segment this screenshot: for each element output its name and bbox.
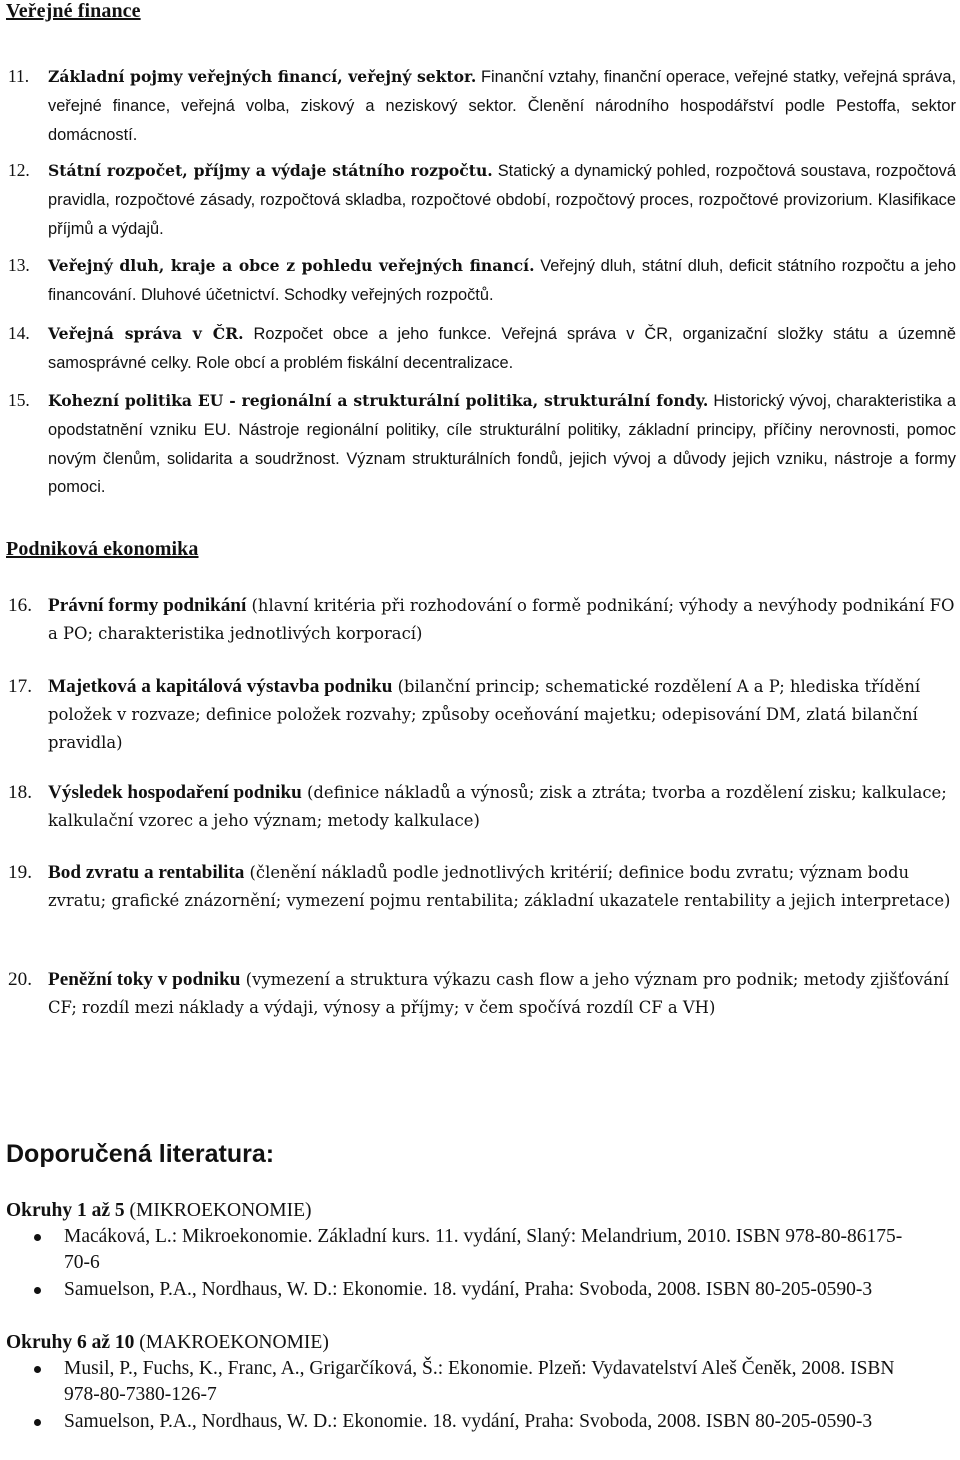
item-number: 17. [8,676,32,697]
bullet-icon [34,1287,41,1294]
item-title: Peněžní toky v podniku [48,969,241,990]
item-text: Historický vývoj, charakteristika a opodstatnění vzniku EU. Nástroje regionální politiky, cíle strukturální politiky, základní principy, příčiny nerovnosti, pomoc novým členům, solidarita a soudržnost. Význam strukturálních fondů, jejich vývoj a důvody jejich vzniku, nástroje a formy pomoci. [48,392,956,497]
item-number: 13. [8,255,30,275]
item-title: Právní formy podnikání [48,595,247,616]
item-number: 14. [8,323,30,343]
list-item [8,673,956,757]
group-subtitle: (MIKROEKONOMIE) [124,1200,312,1221]
group-title: Okruhy 1 až 5 [6,1200,125,1221]
item-title: Bod zvratu a rentabilita [48,862,245,883]
item-number: 11. [8,66,30,86]
item-text: (vymezení a struktura výkazu cash flow a jeho význam pro podnik; metody zjišťování CF; rozdíl mezi náklady a výdaji, výnosy a příjmy; v čem spočívá rozdíl CF a VH) [48,970,949,1017]
list-item [8,859,956,915]
reference-item [34,1409,924,1435]
bullet-icon [34,1366,41,1373]
section-heading: Podniková ekonomika [6,538,199,560]
item-number: 19. [8,862,32,883]
item-title: Základní pojmy veřejných financí, veřejný sektor. [48,67,477,86]
group-title: Okruhy 6 až 10 [6,1332,135,1353]
reference-text: Musil, P., Fuchs, K., Franc, A., Grigarčíková, Š.: Ekonomie. Plzeň: Vydavatelství Aleš Čeněk, 2008. ISBN 978-80-7380-126-7 [64,1358,895,1405]
literature-heading: Doporučená literatura: [6,1140,275,1168]
literature-group-heading [6,1198,312,1224]
item-text: (členění nákladů podle jednotlivých kritérií; definice bodu zvratu; význam bodu zvratu; grafické znázornění; vymezení pojmu rentabilita; základní ukazatele rentability a jejich interpretace) [48,863,951,910]
group-subtitle: (MAKROEKONOMIE) [134,1332,329,1353]
item-number: 12. [8,160,30,180]
section-heading: Veřejné finance [6,0,141,22]
item-title: Výsledek hospodaření podniku [48,782,302,803]
item-title: Státní rozpočet, příjmy a výdaje státního rozpočtu. [48,161,493,180]
list-item [8,387,956,502]
reference-item [34,1277,924,1303]
item-text: Veřejný dluh, státní dluh, deficit státního rozpočtu a jeho financování. Dluhové účetnictví. Schodky veřejných rozpočtů. [48,257,956,304]
item-title: Majetková a kapitálová výstavba podniku [48,676,393,697]
item-text: Finanční vztahy, finanční operace, veřejné statky, veřejná správa, veřejné finance, veřejná volba, ziskový a neziskový sektor. Členění národního hospodářství podle Pestoffa, sektor domácností. [48,68,957,144]
list-item [8,252,956,310]
item-title: Veřejný dluh, kraje a obce z pohledu veřejných financí. [48,256,535,275]
item-text: Rozpočet obce a jeho funkce. Veřejná správa v ČR, organizační složky státu a územně samosprávné celky. Role obcí a problém fiskální decentralizace. [48,325,957,372]
reference-item [34,1224,924,1276]
list-item [8,966,956,1022]
list-item [8,592,956,648]
list-item [8,779,956,835]
list-item [8,157,956,243]
literature-group-heading [6,1330,329,1356]
item-text: (bilanční princip; schematické rozdělení A a P; hlediska třídění položek v rozvaze; definice položek rozvahy; způsoby oceňování majetku; odepisování DM, zlatá bilanční pravidla) [48,677,921,752]
item-number: 16. [8,595,32,616]
item-text: (hlavní kritéria při rozhodování o formě podnikání; výhody a nevýhody podnikání FO a PO; charakteristika jednotlivých korporací) [48,596,955,643]
item-title: Kohezní politika EU - regionální a strukturální politika, strukturální fondy. [48,391,709,410]
item-text: Statický a dynamický pohled, rozpočtová soustava, rozpočtová pravidla, rozpočtové zásady, rozpočtová skladba, rozpočtové období, rozpočtový proces, rozpočtové provizorium. Klasifikace příjmů a výdajů. [48,162,956,238]
bullet-icon [34,1234,41,1241]
reference-text: Samuelson, P.A., Nordhaus, W. D.: Ekonomie. 18. vydání, Praha: Svoboda, 2008. ISBN 80-205-0590-3 [64,1411,873,1432]
item-title: Veřejná správa v ČR. [48,324,244,343]
reference-item [34,1356,924,1408]
item-number: 15. [8,390,30,410]
reference-text: Samuelson, P.A., Nordhaus, W. D.: Ekonomie. 18. vydání, Praha: Svoboda, 2008. ISBN 80-205-0590-3 [64,1279,873,1300]
item-number: 18. [8,782,32,803]
list-item [8,320,956,378]
list-item [8,63,956,149]
item-text: (definice nákladů a výnosů; zisk a ztráta; tvorba a rozdělení zisku; kalkulace; kalkulační vzorec a jeho význam; metody kalkulace) [48,783,947,830]
bullet-icon [34,1419,41,1426]
reference-text: Macáková, L.: Mikroekonomie. Základní kurs. 11. vydání, Slaný: Melandrium, 2010. ISBN 978-80-86175-70-6 [64,1226,903,1273]
item-number: 20. [8,969,32,990]
